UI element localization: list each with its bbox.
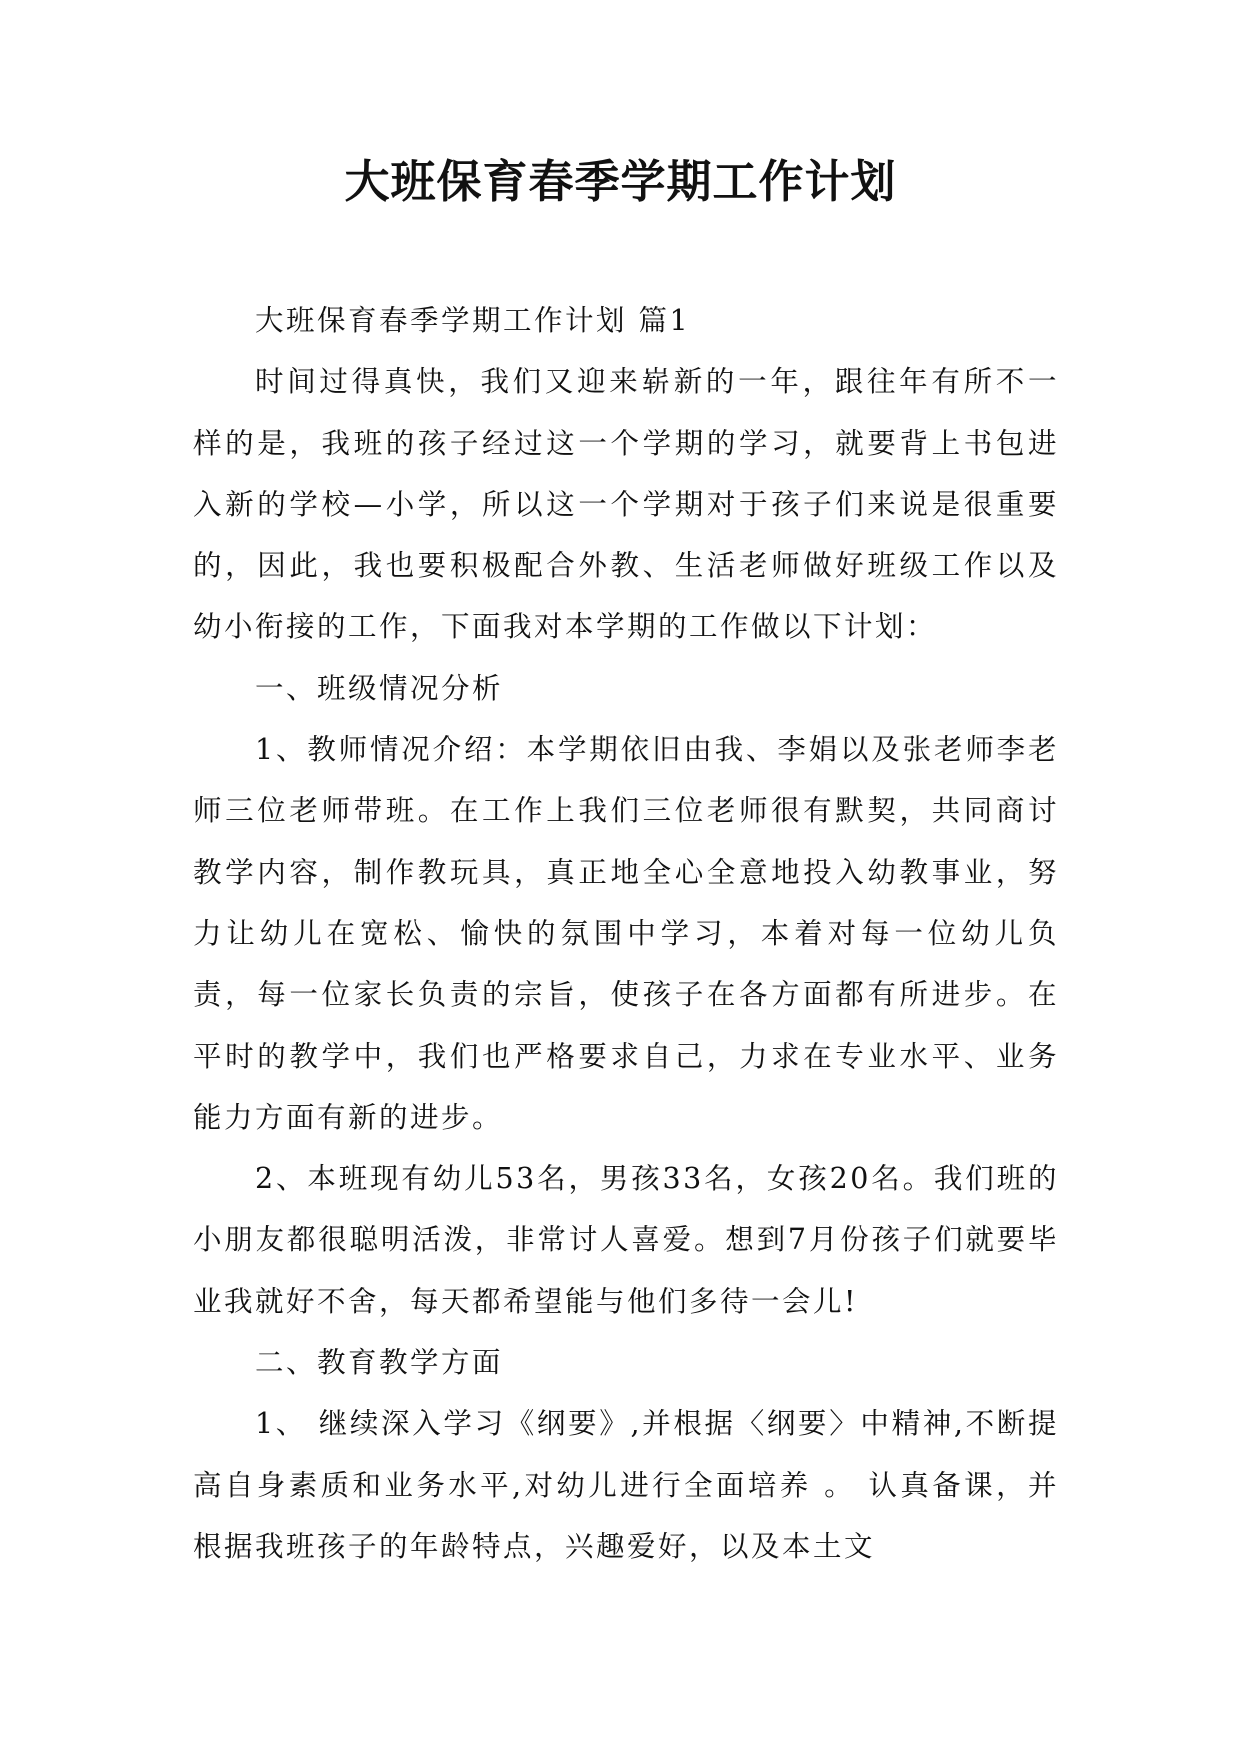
class-size-paragraph: 2、本班现有幼儿53名，男孩33名，女孩20名。我们班的小朋友都很聪明活泼，非常讨人喜爱。想到7月份孩子们就要毕业我就好不舍，每天都希望能与他们多待一会儿! (193, 1162, 1059, 1318)
teacher-intro-paragraph: 1、教师情况介绍：本学期依旧由我、李娟以及张老师李老师三位老师带班。在工作上我们三位老师很有默契，共同商讨教学内容，制作教玩具，真正地全心全意地投入幼教事业，努力让幼儿在宽松、愉快的氛围中学习，本着对每一位幼儿负责，每一位家长负责的宗旨，使孩子在各方面都有所进步。在平时的教学中，我们也严格要求自己，力求在专业水平、业务能力方面有新的进步。 (193, 733, 1059, 1134)
section-heading-class-analysis: 一、班级情况分析 (255, 671, 504, 705)
document-title: 大班保育春季学期工作计划 (344, 155, 897, 208)
section-heading-part-1: 大班保育春季学期工作计划 篇1 (255, 304, 691, 337)
intro-paragraph: 时间过得真快，我们又迎来崭新的一年，跟往年有所不一样的是，我班的孩子经过这一个学期的学习，就要背上书包进入新的学校—小学，所以这一个学期对于孩子们来说是很重要的，因此，我也要积极配合外教、生活老师做好班级工作以及幼小衔接的工作，下面我对本学期的工作做以下计划： (193, 365, 1059, 644)
section-heading-education: 二、教育教学方面 (255, 1346, 504, 1380)
education-item-1-paragraph: 1、 继续深入学习《纲要》,并根据〈纲要〉中精神,不断提高自身素质和业务水平,对幼儿进行全面培养 。 认真备课，并根据我班孩子的年龄特点，兴趣爱好，以及本土文 (193, 1407, 1059, 1563)
document-body (193, 290, 1059, 1577)
